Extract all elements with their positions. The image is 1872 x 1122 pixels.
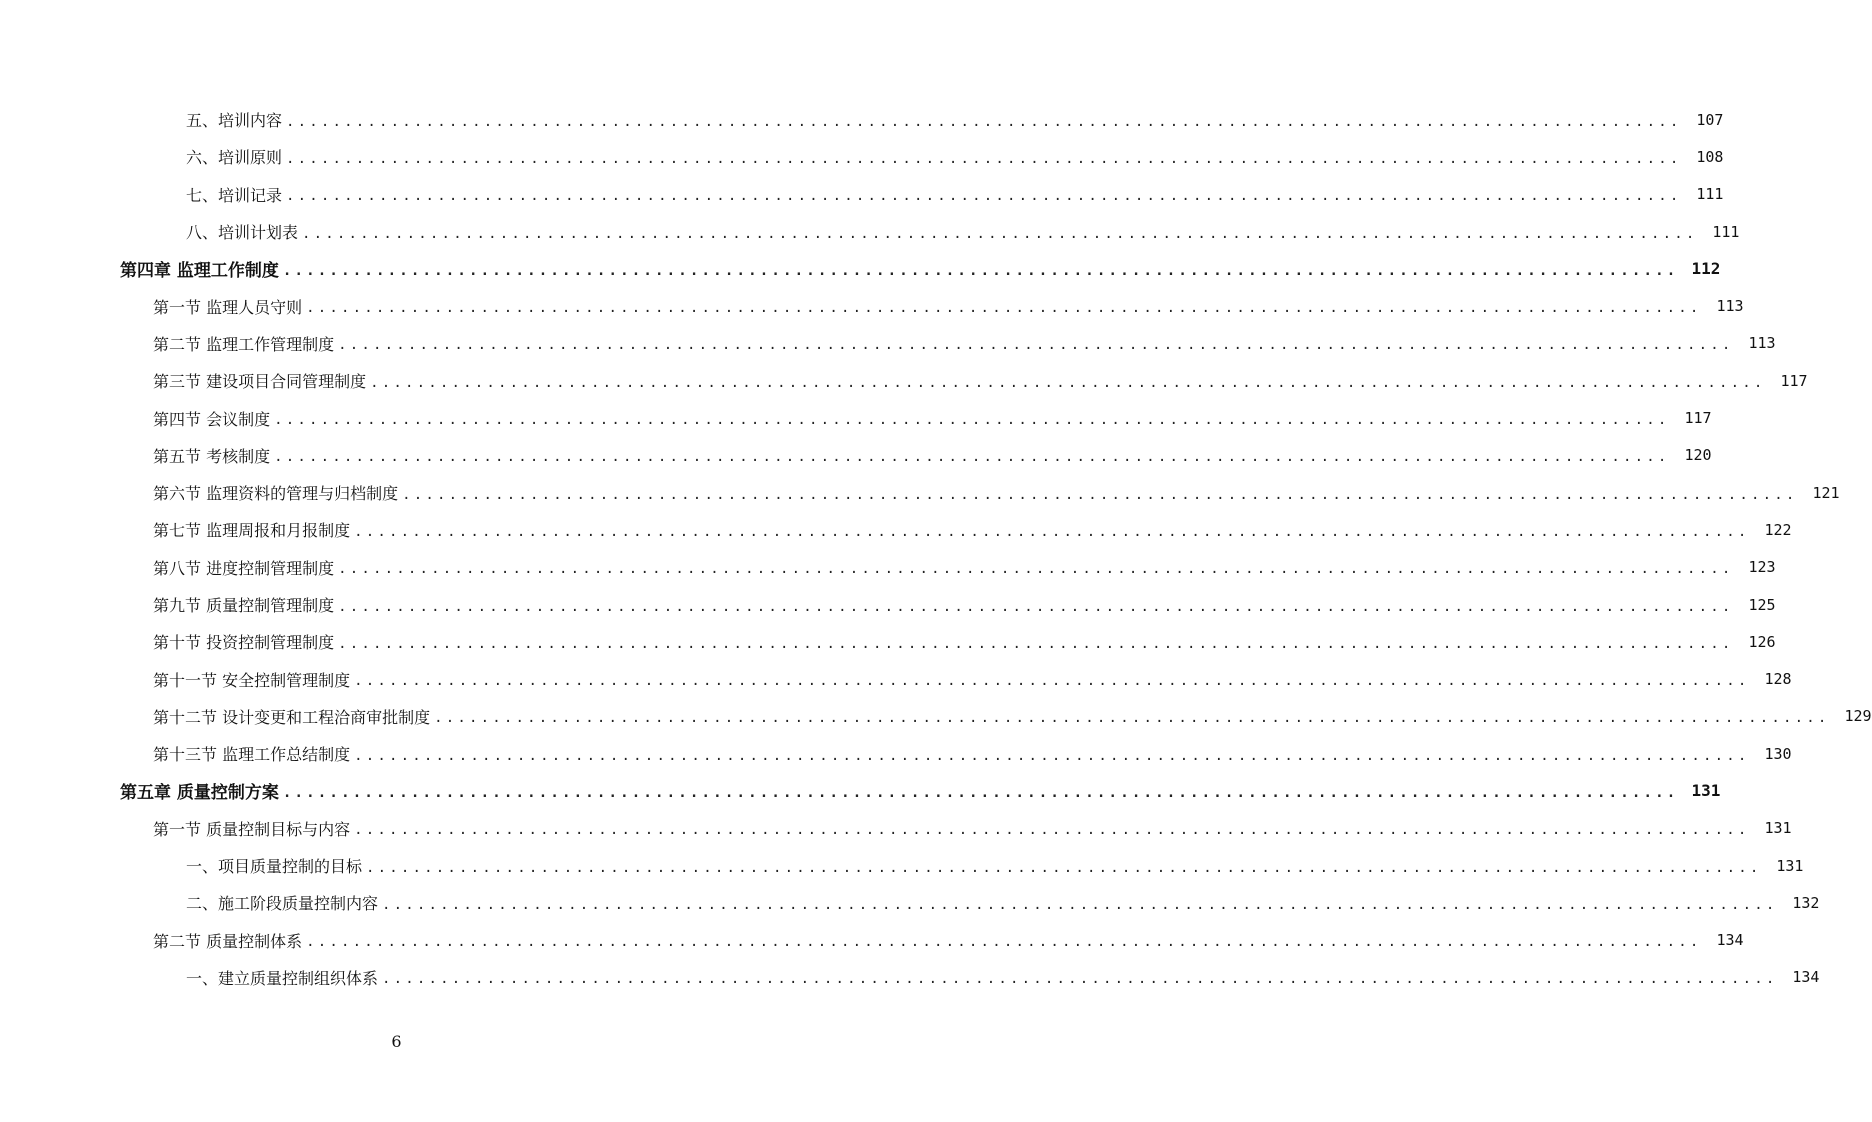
toc-entry-page: 131 xyxy=(1776,856,1804,875)
toc-entry[interactable] xyxy=(0,735,1792,772)
toc-entry-title: 第二节 监理工作管理制度 xyxy=(153,334,335,354)
toc-entry-title: 第七节 监理周报和月报制度 xyxy=(153,521,351,541)
toc-entry-page: 117 xyxy=(1780,371,1808,390)
toc-entry-page: 129 xyxy=(1844,707,1872,726)
toc-entry-title: 第五节 考核制度 xyxy=(153,446,271,466)
toc-entry[interactable] xyxy=(0,511,1792,548)
toc-entry-title: 第一节 质量控制目标与内容 xyxy=(153,819,351,839)
toc-dot-leader: ........................................................................................................................ xyxy=(338,598,1734,615)
toc-dot-leader: ........................................................................................................................ xyxy=(274,449,1670,466)
toc-dot-leader: ........................................................................................................................ xyxy=(274,412,1670,429)
toc-entry[interactable] xyxy=(0,138,1724,175)
toc-entry-page: 117 xyxy=(1684,409,1712,428)
toc-entry-title: 第十三节 监理工作总结制度 xyxy=(153,745,351,765)
toc-entry-page: 131 xyxy=(1691,781,1721,801)
toc-entry[interactable] xyxy=(0,287,1744,324)
toc-entry[interactable] xyxy=(0,623,1776,660)
toc-entry-title: 第六节 监理资料的管理与归档制度 xyxy=(153,484,399,504)
toc-dot-leader: ........................................................................................................................ xyxy=(354,523,1750,540)
toc-entry-title: 一、建立质量控制组织体系 xyxy=(186,968,379,988)
toc-entry-page: 134 xyxy=(1716,931,1744,950)
toc-dot-leader: ........................................................................................................................ xyxy=(354,747,1750,764)
table-of-contents xyxy=(0,101,1872,996)
toc-entry-title: 七、培训记录 xyxy=(186,185,283,205)
toc-entry-title: 二、施工阶段质量控制内容 xyxy=(186,894,379,914)
toc-entry-page: 131 xyxy=(1764,819,1792,838)
toc-entry[interactable] xyxy=(0,660,1792,697)
toc-dot-leader: ........................................................................................................................ xyxy=(338,337,1734,354)
toc-entry-page: 111 xyxy=(1712,222,1740,241)
toc-dot-leader: ........................................................................................................................ xyxy=(286,113,1682,130)
toc-entry-title: 第四章 监理工作制度 xyxy=(120,261,279,282)
toc-entry-page: 128 xyxy=(1764,670,1792,689)
toc-entry-page: 120 xyxy=(1684,446,1712,465)
toc-entry-title: 第一节 监理人员守则 xyxy=(153,297,303,317)
toc-dot-leader: ........................................................................................................................ xyxy=(402,486,1798,503)
toc-entry[interactable] xyxy=(0,810,1792,847)
toc-entry-title: 第十二节 设计变更和工程洽商审批制度 xyxy=(153,707,431,727)
toc-entry[interactable] xyxy=(0,437,1712,474)
toc-dot-leader: ........................................................................................................................ xyxy=(302,225,1698,242)
toc-entry[interactable] xyxy=(0,362,1808,399)
toc-entry-page: 107 xyxy=(1696,110,1724,129)
toc-entry-title: 五、培训内容 xyxy=(186,111,283,131)
toc-entry-title: 第十一节 安全控制管理制度 xyxy=(153,670,351,690)
toc-entry-page: 134 xyxy=(1792,968,1820,987)
toc-dot-leader: ........................................................................................................................ xyxy=(382,896,1778,913)
toc-entry[interactable] xyxy=(0,922,1744,959)
toc-entry-title: 八、培训计划表 xyxy=(186,223,299,243)
toc-dot-leader: ........................................................................................................................ xyxy=(338,561,1734,578)
toc-entry[interactable] xyxy=(0,176,1724,213)
toc-dot-leader: ........................................................................................................................ xyxy=(282,784,1679,801)
toc-entry[interactable] xyxy=(0,772,1721,809)
toc-entry-page: 113 xyxy=(1748,334,1776,353)
toc-entry-title: 第九节 质量控制管理制度 xyxy=(153,596,335,615)
toc-entry[interactable] xyxy=(0,549,1776,586)
toc-entry-page: 132 xyxy=(1792,893,1820,912)
toc-entry[interactable] xyxy=(0,586,1776,623)
toc-dot-leader: ........................................................................................................................ xyxy=(286,150,1682,167)
toc-entry-page: 113 xyxy=(1716,297,1744,316)
toc-entry[interactable] xyxy=(0,959,1820,996)
toc-dot-leader: ........................................................................................................................ xyxy=(338,635,1734,652)
toc-dot-leader: ........................................................................................................................ xyxy=(434,710,1830,727)
toc-dot-leader: ........................................................................................................................ xyxy=(306,934,1702,951)
toc-entry[interactable] xyxy=(0,213,1740,250)
toc-dot-leader: ........................................................................................................................ xyxy=(286,188,1682,205)
toc-entry[interactable] xyxy=(0,698,1872,735)
toc-entry[interactable] xyxy=(0,325,1776,362)
toc-entry-page: 122 xyxy=(1764,520,1792,539)
toc-entry[interactable] xyxy=(0,474,1840,511)
toc-dot-leader: ........................................................................................................................ xyxy=(282,262,1679,279)
toc-entry-title: 第十节 投资控制管理制度 xyxy=(153,633,335,653)
toc-entry-title: 第八节 进度控制管理制度 xyxy=(153,558,335,578)
toc-entry-title: 第五章 质量控制方案 xyxy=(120,783,279,804)
toc-entry-page: 121 xyxy=(1812,483,1840,502)
toc-dot-leader: ........................................................................................................................ xyxy=(370,374,1766,391)
toc-dot-leader: ........................................................................................................................ xyxy=(366,859,1762,876)
toc-entry-title: 六、培训原则 xyxy=(186,148,283,168)
toc-dot-leader: ........................................................................................................................ xyxy=(354,673,1750,690)
toc-entry-title: 第四节 会议制度 xyxy=(153,409,271,429)
toc-dot-leader: ........................................................................................................................ xyxy=(354,822,1750,839)
toc-entry-page: 126 xyxy=(1748,632,1776,651)
toc-entry[interactable] xyxy=(0,847,1804,884)
toc-entry[interactable] xyxy=(0,399,1712,436)
toc-entry-page: 108 xyxy=(1696,147,1724,166)
toc-entry-page: 130 xyxy=(1764,744,1792,763)
toc-entry-page: 123 xyxy=(1748,558,1776,577)
toc-entry[interactable] xyxy=(0,884,1820,921)
toc-entry-page: 111 xyxy=(1696,185,1724,204)
toc-entry-title: 第三节 建设项目合同管理制度 xyxy=(153,372,367,392)
toc-dot-leader: ........................................................................................................................ xyxy=(382,971,1778,988)
page-number: 6 xyxy=(391,1032,402,1051)
toc-entry-title: 第二节 质量控制体系 xyxy=(153,931,303,951)
toc-entry-title: 一、项目质量控制的目标 xyxy=(186,857,363,877)
toc-dot-leader: ........................................................................................................................ xyxy=(306,300,1702,317)
toc-entry-page: 125 xyxy=(1748,595,1776,614)
toc-entry-page: 112 xyxy=(1691,259,1721,279)
toc-entry[interactable] xyxy=(0,101,1724,138)
toc-entry[interactable] xyxy=(0,250,1721,287)
